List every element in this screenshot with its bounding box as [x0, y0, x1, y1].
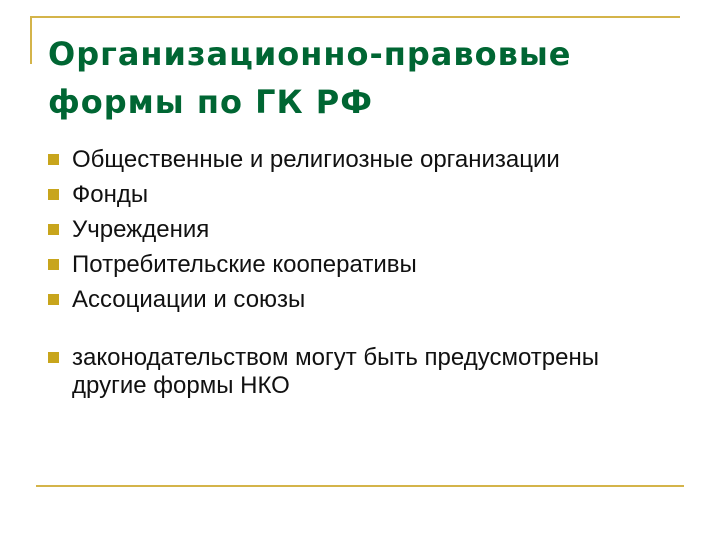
list-item: [48, 216, 668, 244]
square-bullet-icon: [48, 154, 59, 165]
left-rule-divider: [30, 16, 32, 64]
list-item-text: Потребительские кооперативы: [72, 251, 417, 278]
list-item: [48, 251, 668, 279]
square-bullet-icon: [48, 352, 59, 363]
list-item: [48, 181, 668, 209]
bullet-list: [48, 146, 668, 407]
list-item: [48, 286, 668, 314]
list-item-text: законодательством могут быть предусмотрены другие формы НКО: [72, 344, 599, 399]
square-bullet-icon: [48, 224, 59, 235]
list-item-text: Ассоциации и союзы: [72, 286, 306, 313]
list-item-text: Общественные и религиозные организации: [72, 146, 560, 173]
list-item: [48, 344, 668, 400]
square-bullet-icon: [48, 294, 59, 305]
top-rule-divider: [30, 16, 680, 18]
slide-title: Организационно-правовые формы по ГК РФ: [48, 35, 572, 121]
list-item-text: Учреждения: [72, 216, 210, 243]
list-item: [48, 146, 668, 174]
square-bullet-icon: [48, 259, 59, 270]
bottom-rule-divider: [36, 485, 684, 487]
square-bullet-icon: [48, 189, 59, 200]
list-item-text: Фонды: [72, 181, 149, 208]
